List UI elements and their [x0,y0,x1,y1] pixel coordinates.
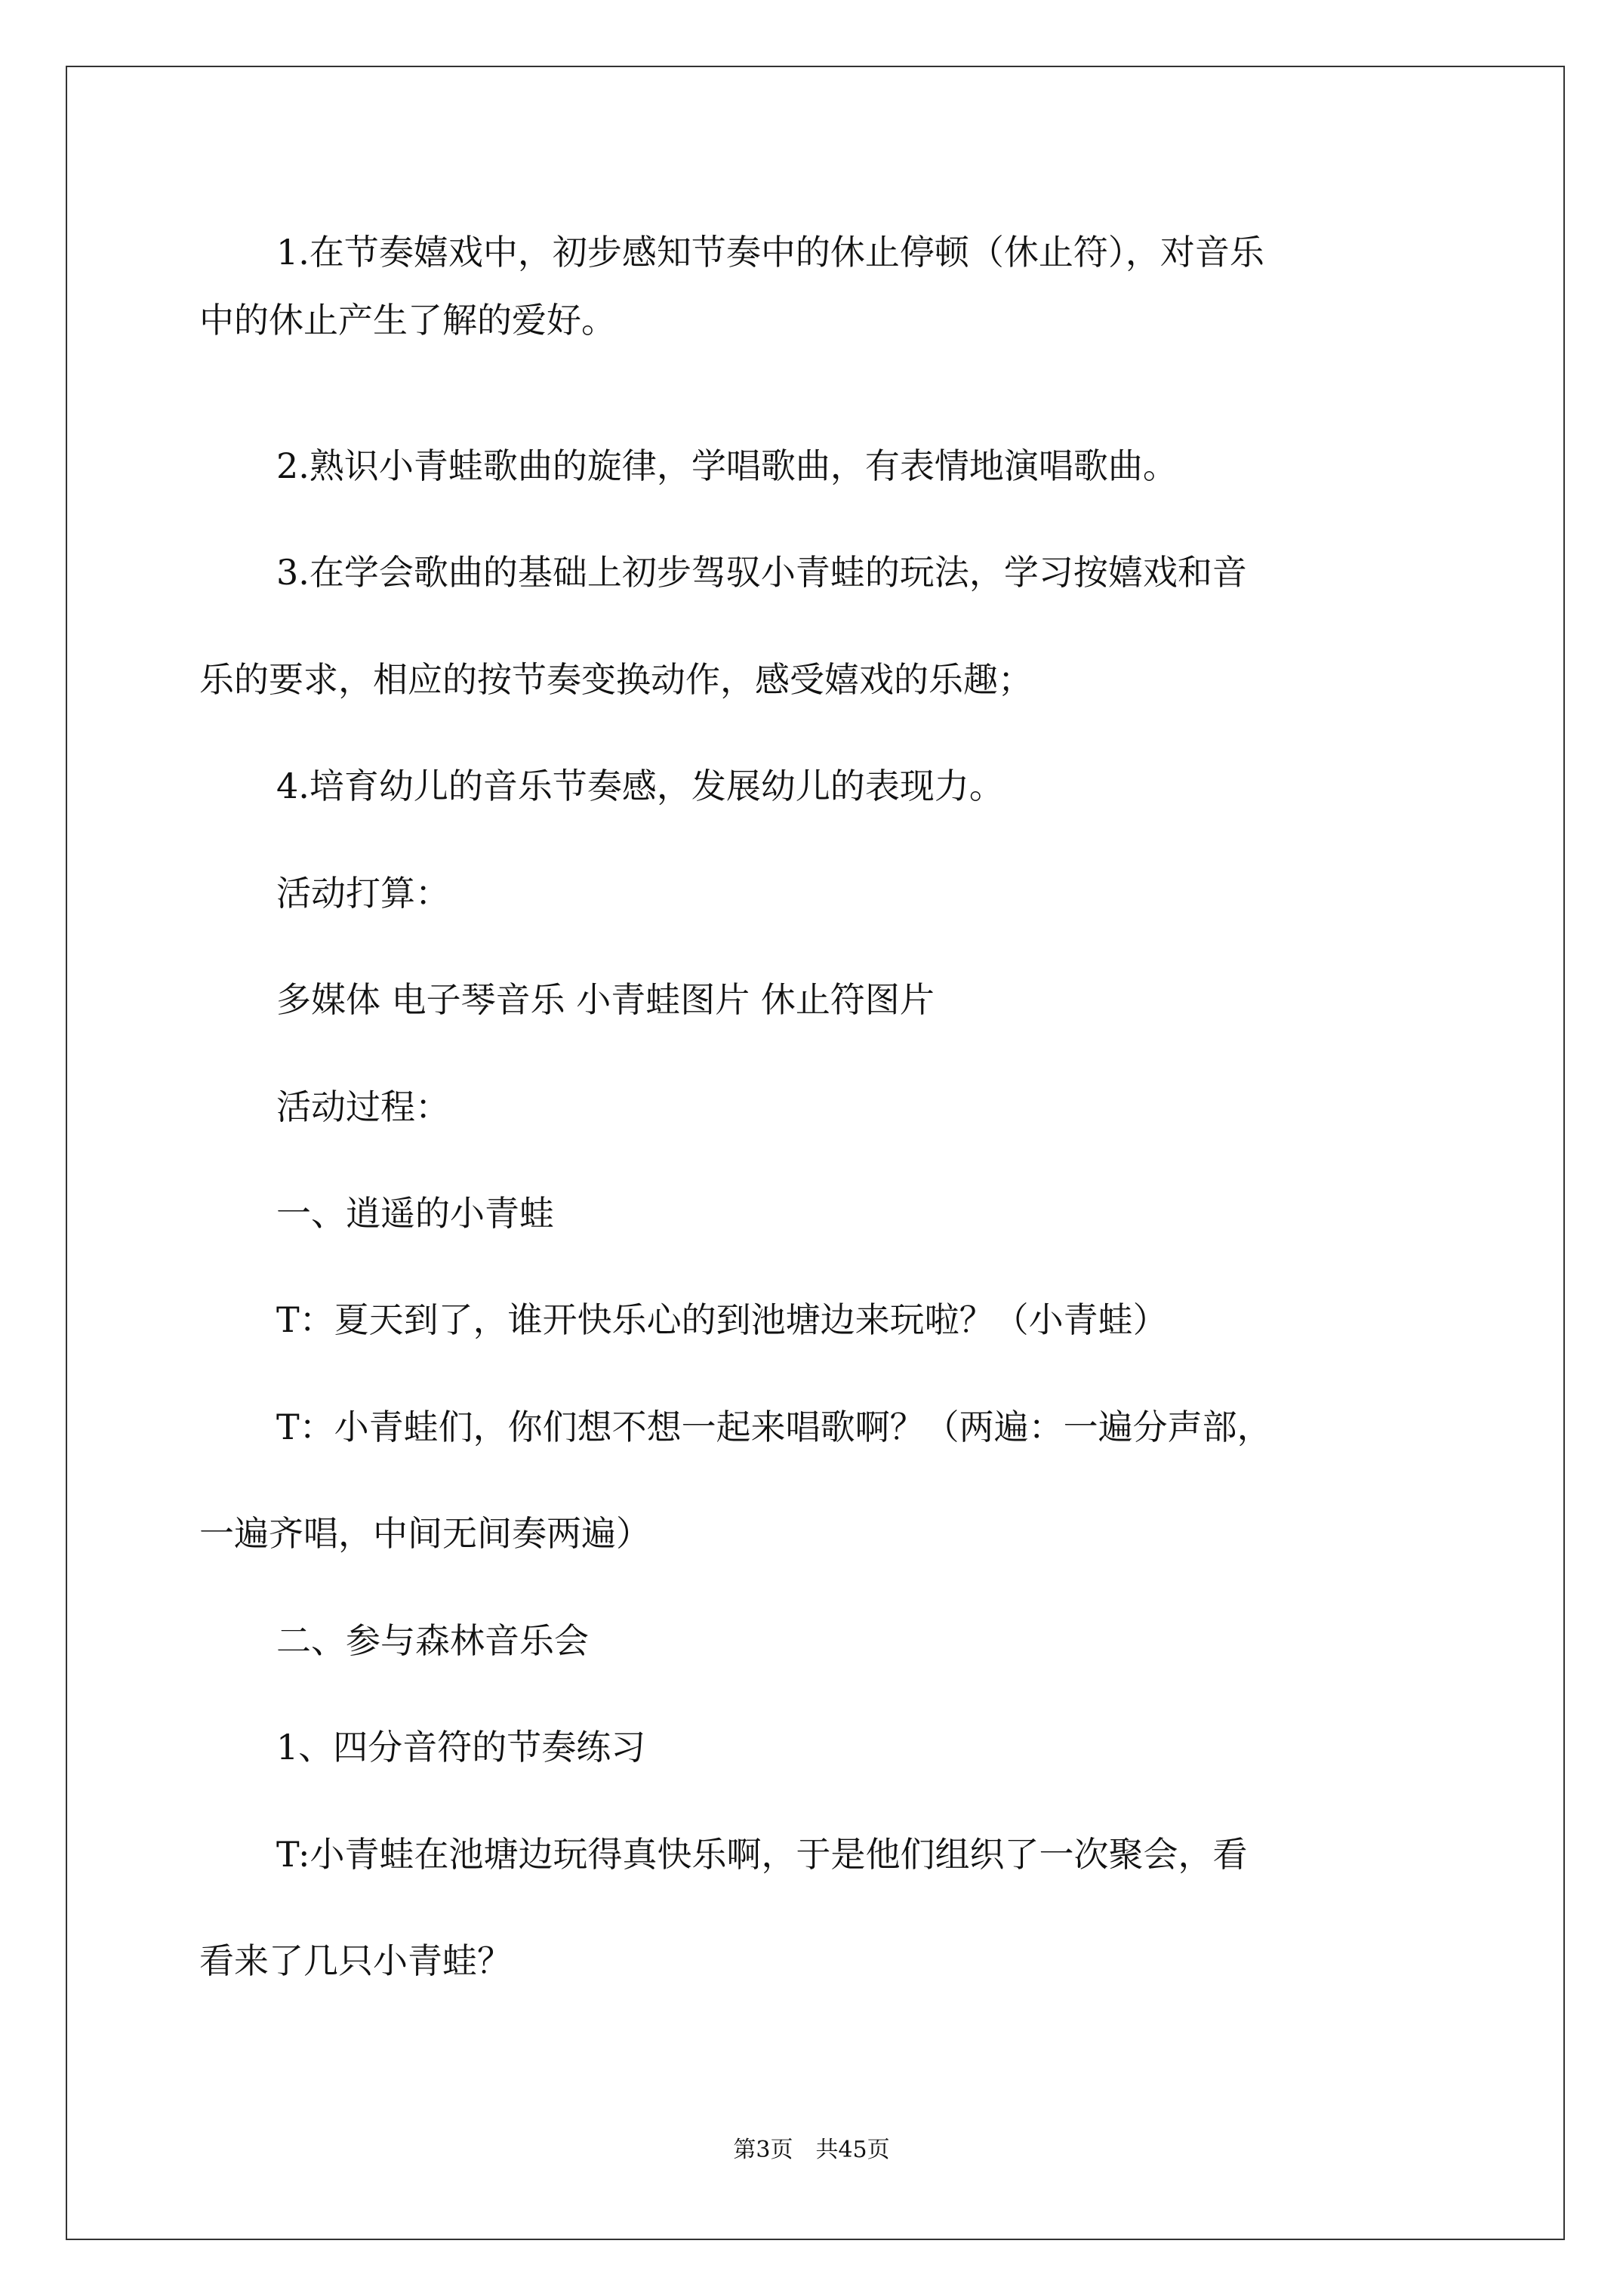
page-border [66,66,1565,2240]
text-line: T：夏天到了，谁开快乐心的到池塘边来玩啦？（小青蛙） [276,1299,1168,1340]
text-line: 1.在节奏嬉戏中，初步感知节奏中的休止停顿（休止符），对音乐 [276,232,1264,273]
text-line: 一、逍遥的小青蛙 [276,1193,554,1234]
text-line: 4.培育幼儿的音乐节奏感，发展幼儿的表现力。 [276,766,1004,806]
page-number: 第3页 共45页 [733,2137,890,2163]
text-line: 1、四分音符的节奏练习 [276,1727,646,1767]
text-line: 二、参与森林音乐会 [276,1620,589,1661]
text-line: 2.熟识小青蛙歌曲的旋律，学唱歌曲，有表情地演唱歌曲。 [276,445,1178,486]
text-line: 3.在学会歌曲的基础上初步驾驭小青蛙的玩法，学习按嬉戏和音 [276,552,1247,593]
text-line: 活动打算： [276,873,450,914]
text-line: 中的休止产生了解的爱好。 [199,300,616,341]
text-line: T：小青蛙们，你们想不想一起来唱歌啊？（两遍：一遍分声部， [276,1407,1272,1447]
text-line: 活动过程： [276,1086,450,1127]
text-line: 乐的要求，相应的按节奏变换动作，感受嬉戏的乐趣； [199,659,1033,700]
text-line: 看来了几只小青蛙？ [199,1940,512,1981]
text-line: 一遍齐唱，中间无间奏两遍） [199,1513,651,1554]
text-line: T:小青蛙在池塘边玩得真快乐啊，于是他们组织了一次聚会，看 [276,1834,1248,1875]
text-line: 多媒体 电子琴音乐 小青蛙图片 休止符图片 [276,979,935,1020]
